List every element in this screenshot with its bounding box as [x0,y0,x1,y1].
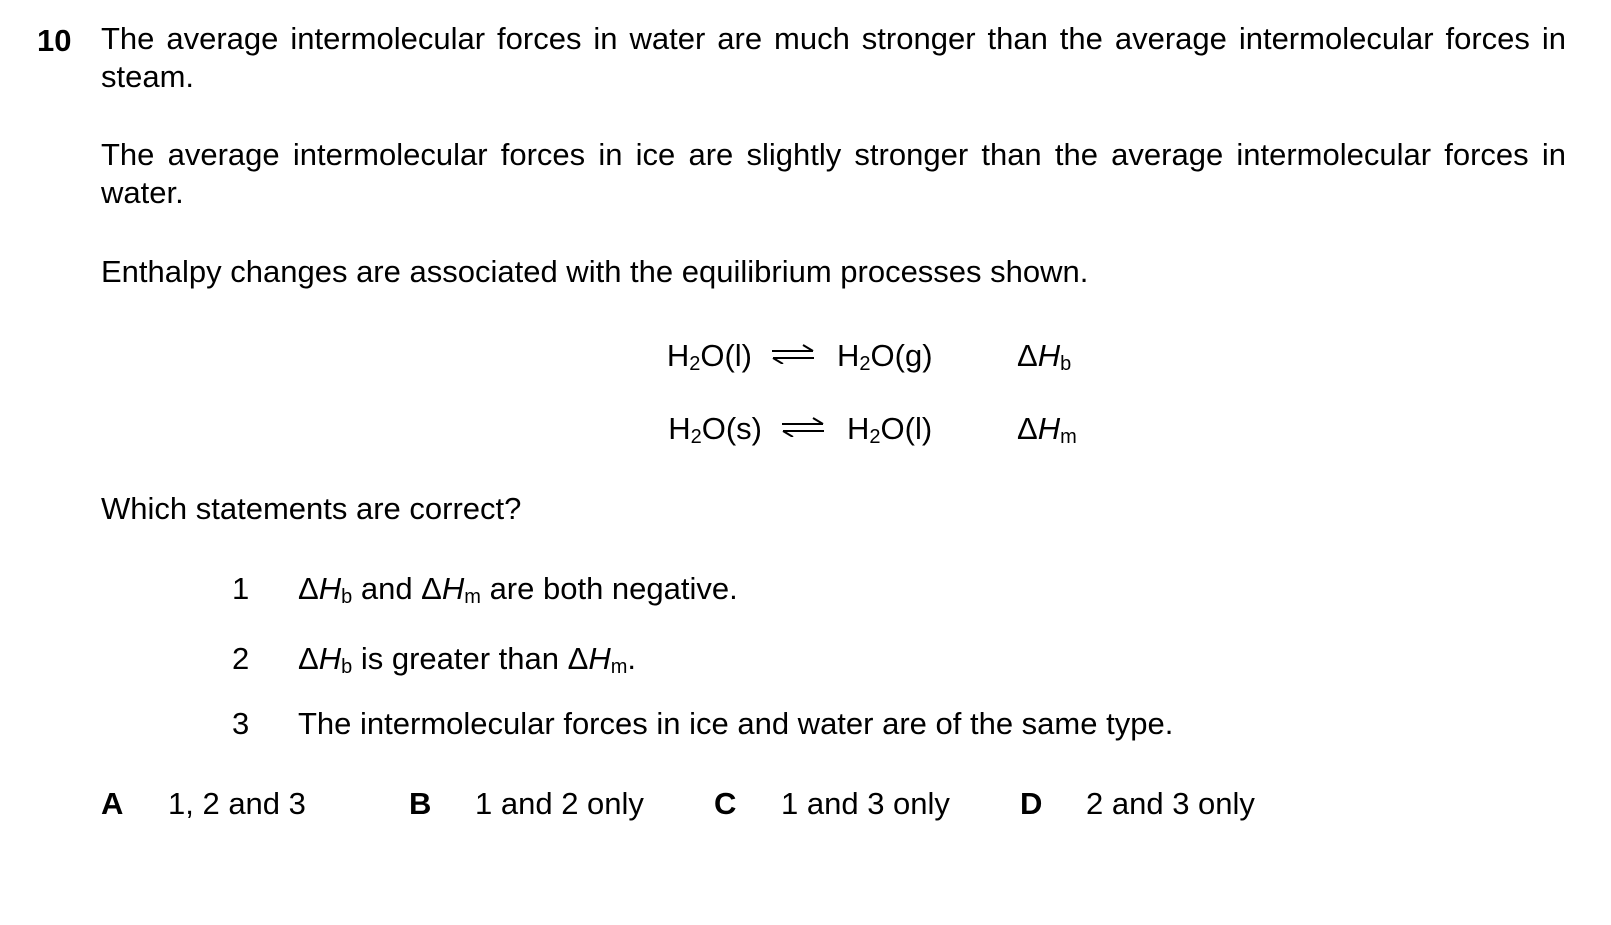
option-d-letter[interactable]: D [1020,786,1043,821]
statement-3-number: 3 [232,706,250,741]
intro-paragraph-water-steam: The average intermolecular forces in water are much stronger than the average intermolecular forces in steam. [101,21,1566,94]
equation-2-reactant: $H_2O(s)$ [668,411,762,448]
statement-1-number: 1 [232,571,250,606]
statement-1-text: $\Delta H_b$ and $\Delta H_m$ are both negative. [298,571,738,608]
equation-2-product: $H_2O(l)$ [847,411,933,448]
intro-paragraph-ice-water: The average intermolecular forces in ice are slightly stronger than the average intermolecular forces in water. [101,137,1566,210]
question-prompt: Which statements are correct? [101,491,522,526]
statement-2-text: $\Delta H_b$ is greater than $\Delta H_m$. [298,641,637,678]
equilibrium-arrow-icon [780,417,826,437]
option-c-letter[interactable]: C [714,786,737,821]
statement-3-text: The intermolecular forces in ice and water are of the same type. [298,706,1174,741]
enthalpy-symbol-boiling: $\Delta H_b$ [1017,338,1072,375]
option-b-text[interactable]: 1 and 2 only [475,786,644,821]
intro-paragraph-enthalpy: Enthalpy changes are associated with the equilibrium processes shown. [101,254,1089,289]
option-b-letter[interactable]: B [409,786,432,821]
option-a-letter[interactable]: A [101,786,124,821]
equation-1-reactant: $H_2O(l)$ [666,338,752,375]
option-a-text[interactable]: 1, 2 and 3 [168,786,306,821]
equation-1-product: $H_2O(g)$ [837,338,933,375]
option-c-text[interactable]: 1 and 3 only [781,786,950,821]
enthalpy-symbol-melting: $\Delta H_m$ [1017,411,1077,448]
question-number: 10 [37,23,72,58]
statement-2-number: 2 [232,641,250,676]
option-d-text[interactable]: 2 and 3 only [1086,786,1255,821]
equilibrium-arrow-icon [770,344,816,364]
